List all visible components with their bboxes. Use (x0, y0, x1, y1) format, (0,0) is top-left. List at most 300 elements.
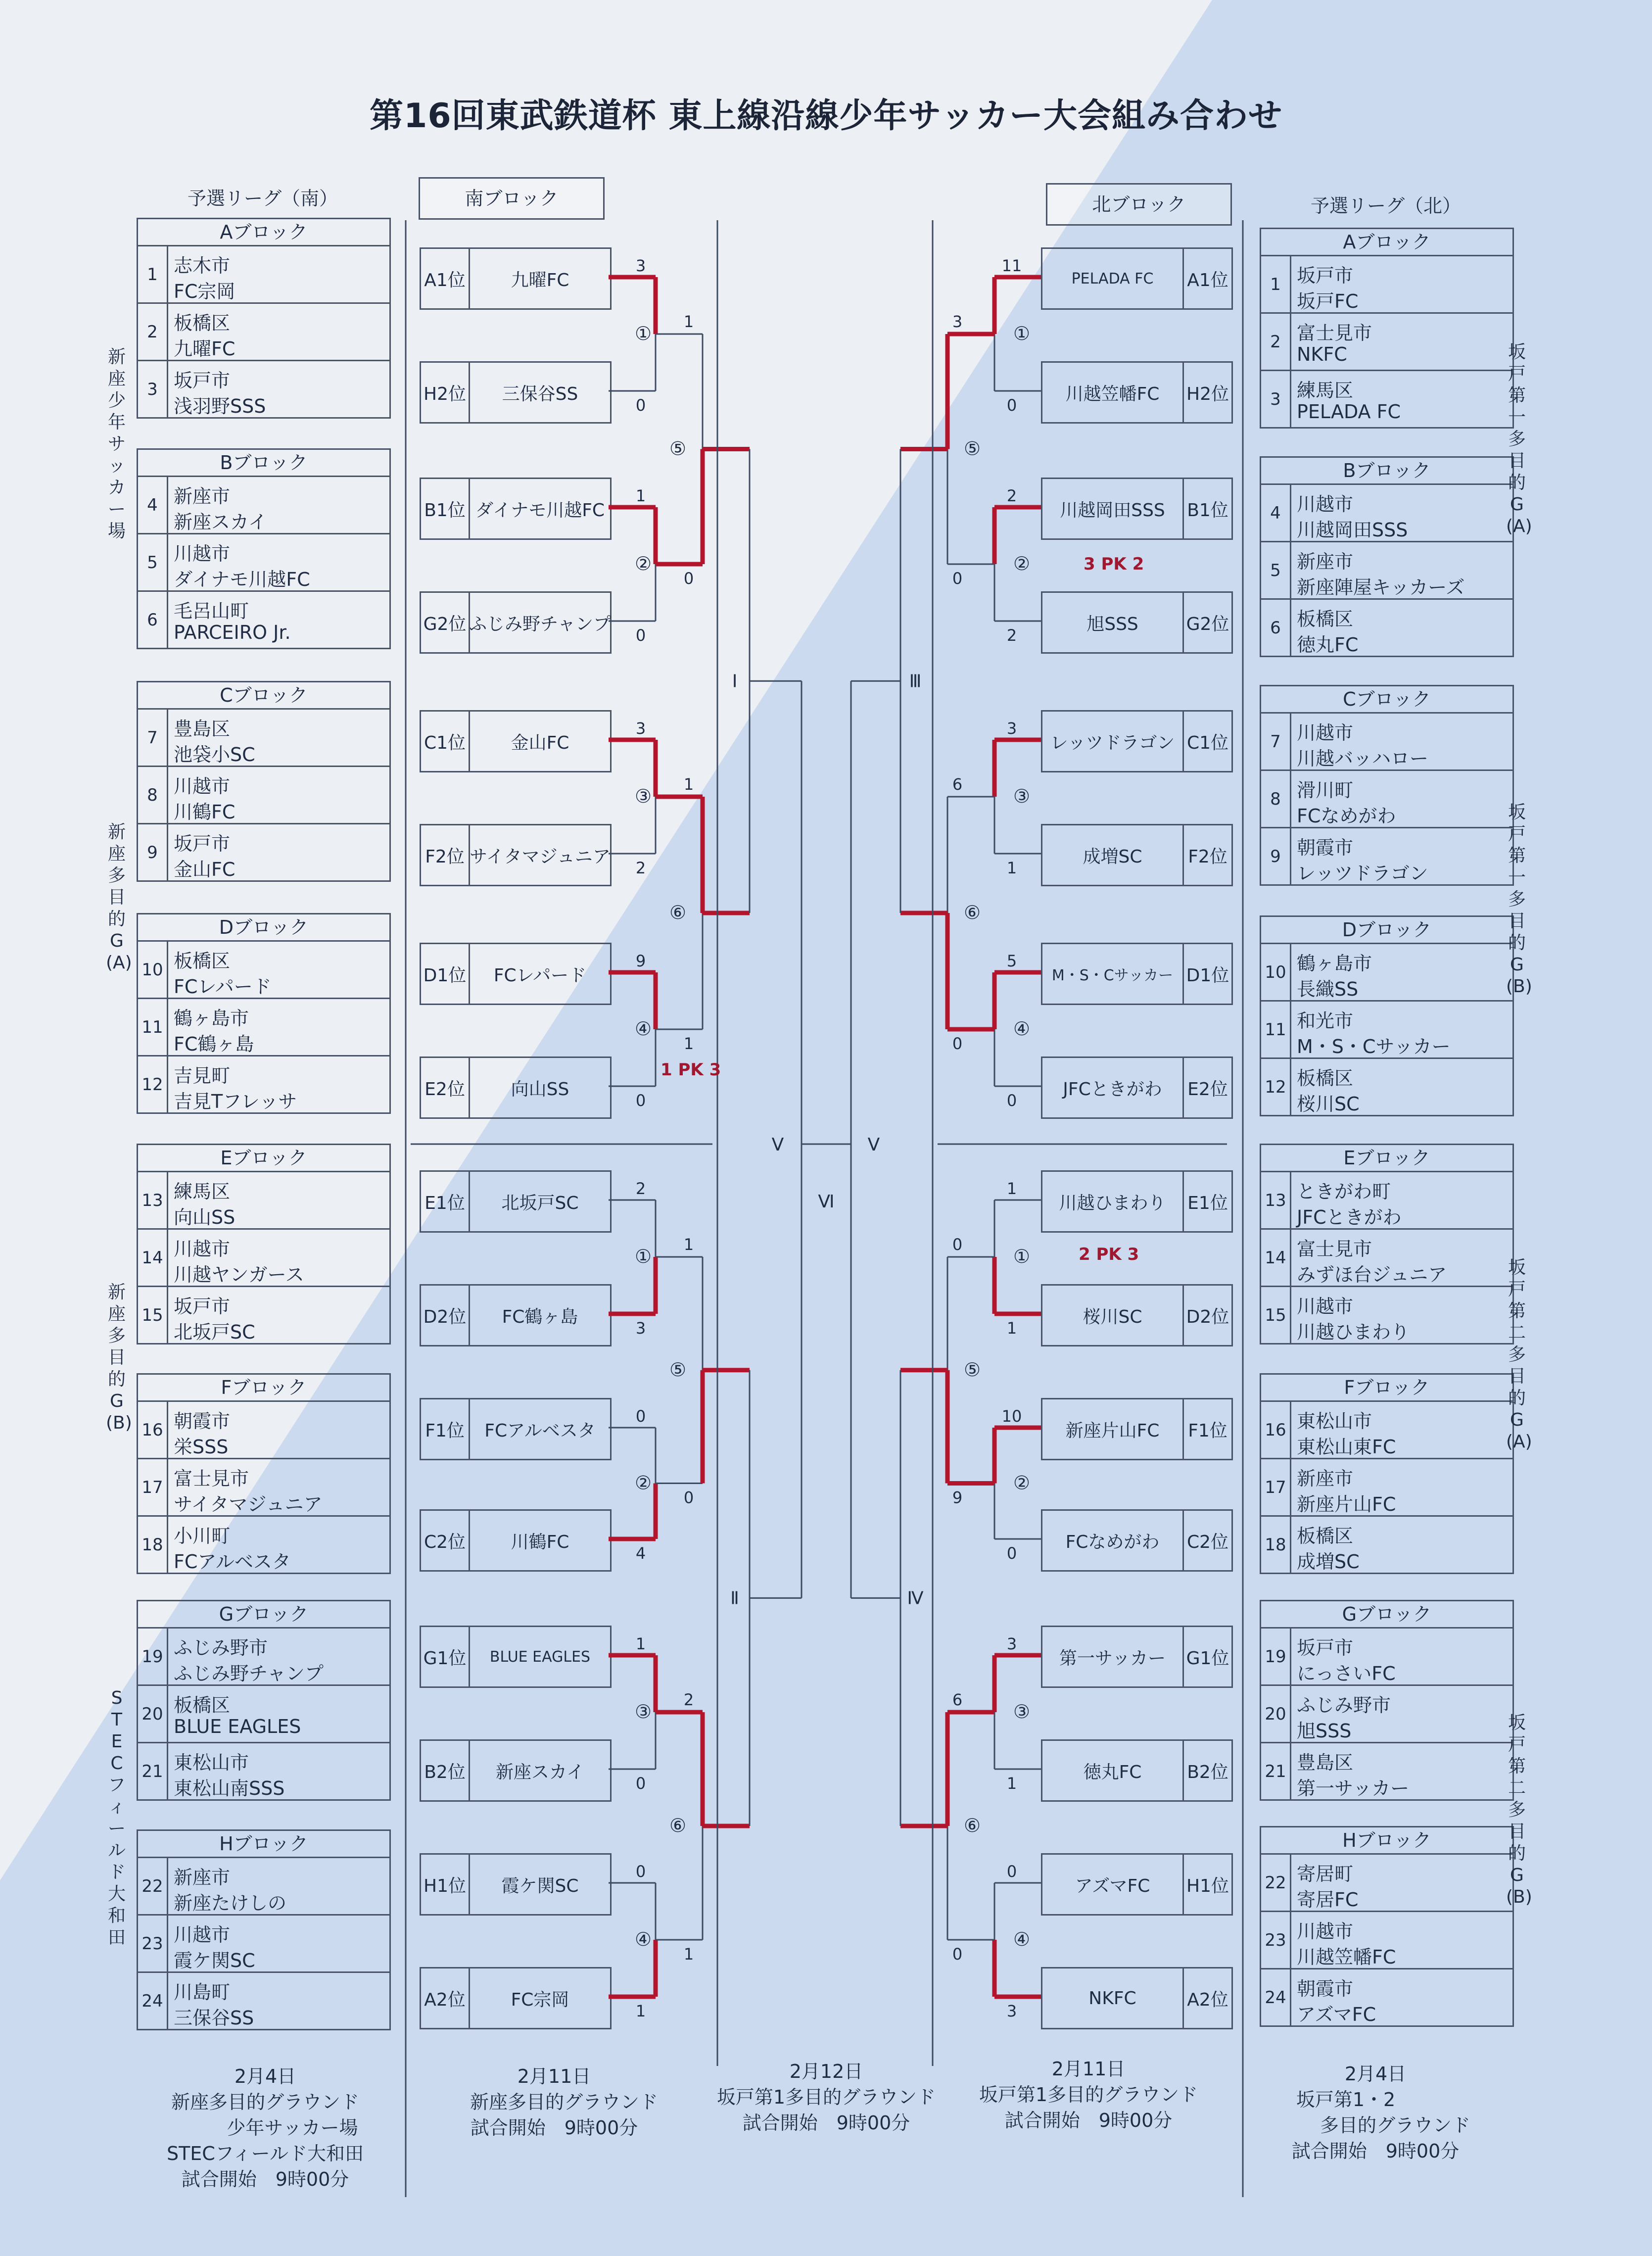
entry-team: 川越ひまわり (1059, 1193, 1166, 1213)
team-city: 川越市 (1297, 493, 1354, 515)
entry-seed: A1位 (421, 249, 470, 308)
team-number: 16 (138, 1402, 168, 1458)
team-city: 板橋区 (1297, 608, 1354, 630)
team-city: 和光市 (1297, 1010, 1354, 1032)
team-number: 14 (1261, 1230, 1291, 1286)
score: 0 (952, 569, 963, 588)
bracket-entry (1041, 1398, 1233, 1460)
team-number: 1 (1261, 256, 1291, 312)
league-block-table (1260, 915, 1514, 1116)
entry-seed: F1位 (1182, 1399, 1231, 1459)
team-name: アズマFC (1297, 2004, 1376, 2025)
round-label: Ⅳ (907, 1588, 924, 1609)
venue-label: 新座多目的G(B) (106, 1282, 132, 1433)
bracket-entry (1041, 478, 1233, 540)
team-name: 新座片山FC (1297, 1493, 1396, 1515)
score: 6 (952, 1690, 963, 1709)
league-block-table (1260, 685, 1514, 886)
team-name: 第一サッカー (1297, 1777, 1410, 1799)
team-city: 吉見町 (174, 1065, 231, 1087)
score: 1 (635, 486, 646, 505)
score: 4 (635, 1544, 646, 1563)
team-number: 6 (1261, 600, 1291, 656)
team-city: 朝霞市 (1297, 1978, 1354, 2000)
score: 0 (635, 1091, 646, 1110)
team-name: FCレパード (174, 976, 272, 998)
score: 11 (1001, 256, 1022, 275)
entry-team: 新座スカイ (496, 1762, 584, 1782)
score: 1 (683, 1945, 694, 1964)
team-city: 鶴ヶ島市 (174, 1008, 249, 1029)
entry-seed: F2位 (1182, 825, 1231, 885)
match-number: ② (634, 553, 652, 575)
team-city: 鶴ヶ島市 (1297, 953, 1372, 974)
entry-seed: A2位 (421, 1968, 470, 2028)
venue-label: STECフィールド大和田 (107, 1688, 126, 1948)
league-block-name: Hブロック (1261, 1827, 1512, 1855)
team-city: 坂戸市 (174, 833, 231, 855)
team-number: 17 (138, 1459, 168, 1515)
team-city: 豊島区 (174, 718, 231, 740)
league-team-row (1261, 944, 1512, 1002)
score: 0 (635, 1407, 646, 1426)
team-name: BLUE EAGLES (174, 1716, 301, 1737)
entry-seed: D2位 (1182, 1286, 1231, 1345)
team-number: 18 (1261, 1517, 1291, 1573)
league-block-name: Bブロック (138, 450, 389, 477)
score: 1 (1006, 1319, 1017, 1338)
league-block-name: Bブロック (1261, 458, 1512, 485)
league-team-row (138, 999, 389, 1056)
entry-team: 川越笠幡FC (1065, 384, 1160, 404)
footer-north-bracket (960, 2056, 1217, 2133)
league-block-table (137, 681, 391, 882)
league-team-row (1261, 1402, 1512, 1459)
league-block-name: Eブロック (138, 1145, 389, 1172)
bracket-entry (1041, 591, 1233, 654)
team-city: 坂戸市 (1297, 1637, 1354, 1659)
score: 0 (952, 1034, 963, 1053)
team-city: 新座市 (174, 1867, 231, 1888)
team-city: 朝霞市 (1297, 837, 1354, 859)
league-block-table (137, 448, 391, 649)
league-team-row (138, 1287, 389, 1343)
entry-team: FC宗岡 (511, 1989, 569, 2010)
entry-team: 九曜FC (511, 270, 569, 290)
footer-venue: 多目的グラウンド (1320, 2114, 1470, 2136)
team-city: 滑川町 (1297, 779, 1354, 801)
league-block-table (137, 1600, 391, 1801)
venue-label: 坂戸第一多目的G(A) (1506, 342, 1532, 536)
team-name: 坂戸FC (1297, 290, 1359, 312)
entry-seed: D2位 (421, 1286, 470, 1345)
team-number: 10 (1261, 944, 1291, 1000)
team-city: 寄居町 (1297, 1863, 1354, 1885)
league-team-row (1261, 256, 1512, 314)
score: 5 (1006, 952, 1017, 970)
team-city: 小川町 (174, 1525, 231, 1547)
team-city: 毛呂山町 (174, 600, 249, 622)
team-name: 川越ヤンガース (174, 1264, 304, 1286)
league-team-row (1261, 1002, 1512, 1059)
entry-seed: H2位 (1182, 363, 1231, 422)
league-team-row (138, 767, 389, 824)
team-number: 11 (1261, 1002, 1291, 1057)
team-city: 川越市 (1297, 722, 1354, 744)
score: 0 (1006, 1862, 1017, 1881)
round-label: Ⅱ (730, 1588, 739, 1609)
team-name: 長織SS (1297, 978, 1359, 1000)
team-name: 新座たけしの (174, 1892, 287, 1914)
match-number: ⑥ (963, 902, 981, 923)
entry-seed: C2位 (1182, 1511, 1231, 1570)
team-number: 4 (1261, 485, 1291, 541)
match-number: ④ (634, 1018, 652, 1040)
league-block-name: Gブロック (1261, 1601, 1512, 1629)
score: 0 (1006, 396, 1017, 415)
league-team-row (1261, 1912, 1512, 1969)
footer-start-time: 試合開始 9時00分 (181, 2168, 349, 2190)
league-team-row (138, 824, 389, 880)
match-number: ① (1013, 1246, 1031, 1267)
north-league-label: 予選リーグ（北） (1310, 195, 1461, 217)
team-number: 13 (138, 1172, 168, 1228)
footer-south-league (137, 2064, 394, 2192)
entry-seed: G2位 (1182, 593, 1231, 652)
match-number: ① (634, 323, 652, 344)
match-number: ⑤ (963, 1358, 981, 1381)
venue-label: 坂戸第二多目的G(B) (1506, 1713, 1532, 1907)
team-city: 板橋区 (174, 312, 231, 334)
score: 1 (683, 312, 694, 331)
entry-team: FC鶴ヶ島 (502, 1306, 578, 1327)
entry-team: ダイナモ川越FC (475, 500, 605, 521)
south-league-label: 予選リーグ（南） (187, 188, 338, 209)
score: 1 (635, 2002, 646, 2020)
team-name: 川越ひまわり (1297, 1321, 1410, 1343)
team-city: ときがわ町 (1297, 1181, 1391, 1202)
footer-venue: 新座多目的グラウンド (171, 2091, 359, 2113)
team-number: 21 (1261, 1743, 1291, 1799)
round-label: Ⅰ (732, 671, 738, 692)
league-team-row (138, 710, 389, 767)
bracket-entry (420, 591, 612, 654)
league-block-table (137, 1829, 391, 2030)
team-name: 成増SC (1297, 1551, 1360, 1573)
bracket-entry (1041, 1284, 1233, 1346)
team-number: 19 (138, 1629, 168, 1684)
league-team-row (1261, 1059, 1512, 1115)
bracket-entry (420, 824, 612, 886)
team-number: 5 (1261, 542, 1291, 598)
team-city: 練馬区 (1297, 380, 1354, 401)
entry-seed: C1位 (1182, 712, 1231, 771)
team-name: レッツドラゴン (1297, 863, 1428, 884)
score: 0 (683, 569, 694, 588)
score: 0 (635, 396, 646, 415)
team-name: 川鶴FC (174, 801, 236, 823)
league-team-row (1261, 1969, 1512, 2025)
entry-seed: B2位 (1182, 1741, 1231, 1800)
league-team-row (1261, 1459, 1512, 1517)
league-team-row (138, 246, 389, 304)
league-block-name: Hブロック (138, 1831, 389, 1858)
league-team-row (1261, 1517, 1512, 1573)
score: 1 (683, 1235, 694, 1254)
entry-team: 新座片山FC (1065, 1420, 1160, 1441)
entry-seed: D1位 (421, 944, 470, 1004)
footer-start-time: 試合開始 9時00分 (1004, 2110, 1173, 2131)
league-block-table (137, 913, 391, 1114)
league-block-table (137, 1373, 391, 1574)
team-city: 板橋区 (1297, 1067, 1354, 1089)
score: 3 (1006, 2002, 1017, 2020)
entry-seed: E1位 (421, 1172, 470, 1231)
score: 0 (635, 626, 646, 645)
entry-seed: F1位 (421, 1399, 470, 1459)
league-team-row (1261, 771, 1512, 828)
round-label: Ⅵ (818, 1192, 835, 1212)
match-number: ③ (634, 1701, 652, 1723)
bracket-entry (1041, 1056, 1233, 1119)
footer-venue: 少年サッカー場 (227, 2117, 358, 2139)
team-name: 栄SSS (174, 1436, 229, 1458)
score: 1 (683, 1034, 694, 1053)
team-number: 22 (1261, 1855, 1291, 1911)
team-city: 川越市 (174, 543, 231, 565)
bracket-entry (420, 1509, 612, 1572)
footer-final (703, 2059, 950, 2136)
league-block-table (1260, 1373, 1514, 1574)
team-number: 12 (1261, 1059, 1291, 1115)
team-name: 浅羽野SSS (174, 395, 266, 417)
team-number: 20 (1261, 1686, 1291, 1742)
bracket-entry (420, 247, 612, 310)
league-team-row (138, 942, 389, 999)
match-number: ③ (1013, 785, 1031, 807)
entry-team: JFCときがわ (1063, 1079, 1162, 1100)
team-name: M・S・Cサッカー (1297, 1036, 1451, 1057)
entry-team: 旭SSS (1086, 614, 1138, 634)
match-number: ② (1013, 1472, 1031, 1494)
bracket-entry (420, 478, 612, 540)
bracket-entry (1041, 1626, 1233, 1688)
footer-start-time: 試合開始 9時00分 (1291, 2140, 1460, 2162)
team-city: 川越市 (1297, 1296, 1354, 1317)
league-block-table (137, 218, 391, 419)
entry-seed: B1位 (1182, 479, 1231, 538)
league-team-row (1261, 600, 1512, 656)
match-number: ⑤ (963, 437, 981, 460)
league-team-row (1261, 1743, 1512, 1799)
team-number: 9 (138, 824, 168, 880)
league-block-name: Aブロック (1261, 229, 1512, 256)
score: 1 (1006, 1179, 1017, 1198)
match-number: ⑥ (669, 902, 687, 923)
entry-team: FCレパード (493, 965, 587, 986)
team-number: 7 (1261, 714, 1291, 769)
team-number: 24 (1261, 1969, 1291, 2025)
score: 0 (635, 1862, 646, 1881)
league-team-row (1261, 1172, 1512, 1230)
entry-seed: B1位 (421, 479, 470, 538)
team-city: 豊島区 (1297, 1752, 1354, 1774)
entry-team: 桜川SC (1083, 1306, 1142, 1327)
bracket-entry (1041, 943, 1233, 1005)
score: 0 (1006, 1544, 1017, 1563)
match-number: ④ (634, 1928, 652, 1950)
team-name: 吉見Tフレッサ (174, 1091, 297, 1112)
league-team-row (138, 1056, 389, 1112)
league-team-row (1261, 828, 1512, 884)
team-number: 15 (1261, 1287, 1291, 1343)
footer-venue: 坂戸第1・2 (1296, 2089, 1396, 2111)
league-team-row (138, 1686, 389, 1743)
entry-team: 川鶴FC (511, 1532, 569, 1552)
bracket-entry (1041, 824, 1233, 886)
league-team-row (1261, 1629, 1512, 1686)
entry-team: 金山FC (511, 732, 569, 753)
footer-south-bracket (425, 2064, 683, 2141)
team-number: 16 (1261, 1402, 1291, 1458)
league-block-name: Gブロック (138, 1601, 389, 1629)
score: 2 (1006, 486, 1017, 505)
team-city: 坂戸市 (174, 1296, 231, 1317)
bracket-entry (1041, 1967, 1233, 2029)
team-number: 1 (138, 246, 168, 302)
score: 2 (635, 859, 646, 877)
score: 3 (635, 1319, 646, 1338)
score: 6 (952, 775, 963, 794)
entry-team: サイタマジュニア (470, 846, 611, 867)
team-name: JFCときがわ (1297, 1206, 1402, 1228)
team-number: 24 (138, 1973, 168, 2029)
team-name: FCなめがわ (1297, 805, 1396, 827)
league-block-name: Cブロック (1261, 686, 1512, 714)
league-team-row (138, 592, 389, 648)
team-name: 寄居FC (1297, 1889, 1359, 1911)
league-block-table (1260, 1144, 1514, 1344)
team-number: 3 (1261, 371, 1291, 427)
league-team-row (138, 1629, 389, 1686)
entry-seed: A2位 (1182, 1968, 1231, 2028)
match-number: ⑤ (669, 1358, 687, 1381)
venue-label: 新座少年サッカー場 (107, 347, 126, 541)
league-block-name: Fブロック (138, 1375, 389, 1402)
team-number: 6 (138, 592, 168, 648)
bracket-entry (420, 710, 612, 772)
entry-team: 霞ケ関SC (501, 1875, 579, 1896)
entry-seed: E2位 (1182, 1058, 1231, 1117)
team-city: 川越市 (174, 1924, 231, 1946)
entry-seed: F2位 (421, 825, 470, 885)
team-city: 富士見市 (1297, 322, 1372, 344)
entry-seed: A1位 (1182, 249, 1231, 308)
entry-team: 徳丸FC (1083, 1762, 1142, 1782)
team-city: 川越市 (1297, 1920, 1354, 1942)
team-name: 新座陣屋キッカーズ (1297, 576, 1465, 598)
team-city: 坂戸市 (174, 370, 231, 391)
team-city: 板橋区 (1297, 1525, 1354, 1547)
league-team-row (1261, 371, 1512, 427)
match-number: ⑤ (669, 437, 687, 460)
team-city: 川島町 (174, 1981, 231, 2003)
team-number: 7 (138, 710, 168, 766)
round-label: Ⅲ (909, 671, 922, 692)
team-number: 21 (138, 1743, 168, 1799)
footer-venue: STECフィールド大和田 (166, 2143, 364, 2164)
bracket-entry (420, 1853, 612, 1916)
entry-team: レッツドラゴン (1050, 732, 1175, 753)
team-city: 富士見市 (1297, 1238, 1372, 1260)
team-number: 8 (138, 767, 168, 823)
team-number: 22 (138, 1858, 168, 1914)
league-block-table (1260, 456, 1514, 657)
score: 1 (683, 775, 694, 794)
score: 1 (635, 1634, 646, 1653)
entry-team: FCアルベスタ (484, 1420, 596, 1441)
team-number: 2 (138, 304, 168, 360)
team-name: 旭SSS (1297, 1720, 1352, 1742)
entry-team: BLUE EAGLES (489, 1648, 591, 1666)
team-number: 3 (138, 361, 168, 417)
team-number: 23 (138, 1916, 168, 1971)
team-city: 新座市 (1297, 1468, 1354, 1489)
north-bracket-label: 北ブロック (1046, 183, 1232, 226)
score: 3 (952, 312, 963, 331)
league-block-name: Aブロック (138, 219, 389, 246)
team-number: 14 (138, 1230, 168, 1286)
team-city: 川越市 (174, 775, 231, 797)
team-name: FC宗岡 (174, 281, 236, 302)
pk-note-north-1: 3 PK 2 (1084, 554, 1144, 574)
team-city: 朝霞市 (174, 1410, 231, 1432)
entry-seed: H1位 (1182, 1855, 1231, 1914)
footer-venue: 坂戸第1多目的グラウンド (716, 2086, 936, 2108)
league-team-row (138, 1459, 389, 1517)
team-name: ダイナモ川越FC (174, 569, 310, 590)
score: 0 (635, 1774, 646, 1793)
bracket-entry (1041, 247, 1233, 310)
entry-seed: B2位 (421, 1741, 470, 1800)
match-number: ④ (1013, 1018, 1031, 1040)
team-name: サイタマジュニア (174, 1493, 323, 1515)
league-team-row (138, 1517, 389, 1573)
bracket-entry (420, 943, 612, 1005)
league-team-row (138, 534, 389, 592)
score: 1 (1006, 1774, 1017, 1793)
league-block-table (1260, 228, 1514, 429)
league-team-row (1261, 714, 1512, 771)
team-name: 金山FC (174, 859, 236, 880)
bracket-entry (1041, 1509, 1233, 1572)
entry-team: 向山SS (511, 1079, 569, 1100)
team-number: 11 (138, 999, 168, 1055)
team-city: 川越市 (174, 1238, 231, 1260)
team-name: 川越笠幡FC (1297, 1946, 1396, 1968)
team-name: 川越バッハロー (1297, 748, 1429, 769)
south-bracket-label: 南ブロック (419, 177, 605, 220)
league-block-name: Eブロック (1261, 1145, 1512, 1172)
bracket-entry (1041, 1739, 1233, 1802)
pk-note-north-2: 2 PK 3 (1079, 1245, 1139, 1264)
entry-seed: D1位 (1182, 944, 1231, 1004)
team-city: 練馬区 (174, 1181, 231, 1202)
team-name: 向山SS (174, 1206, 236, 1228)
match-number: ① (634, 1246, 652, 1267)
score: 2 (635, 1179, 646, 1198)
team-name: 桜川SC (1297, 1093, 1360, 1115)
